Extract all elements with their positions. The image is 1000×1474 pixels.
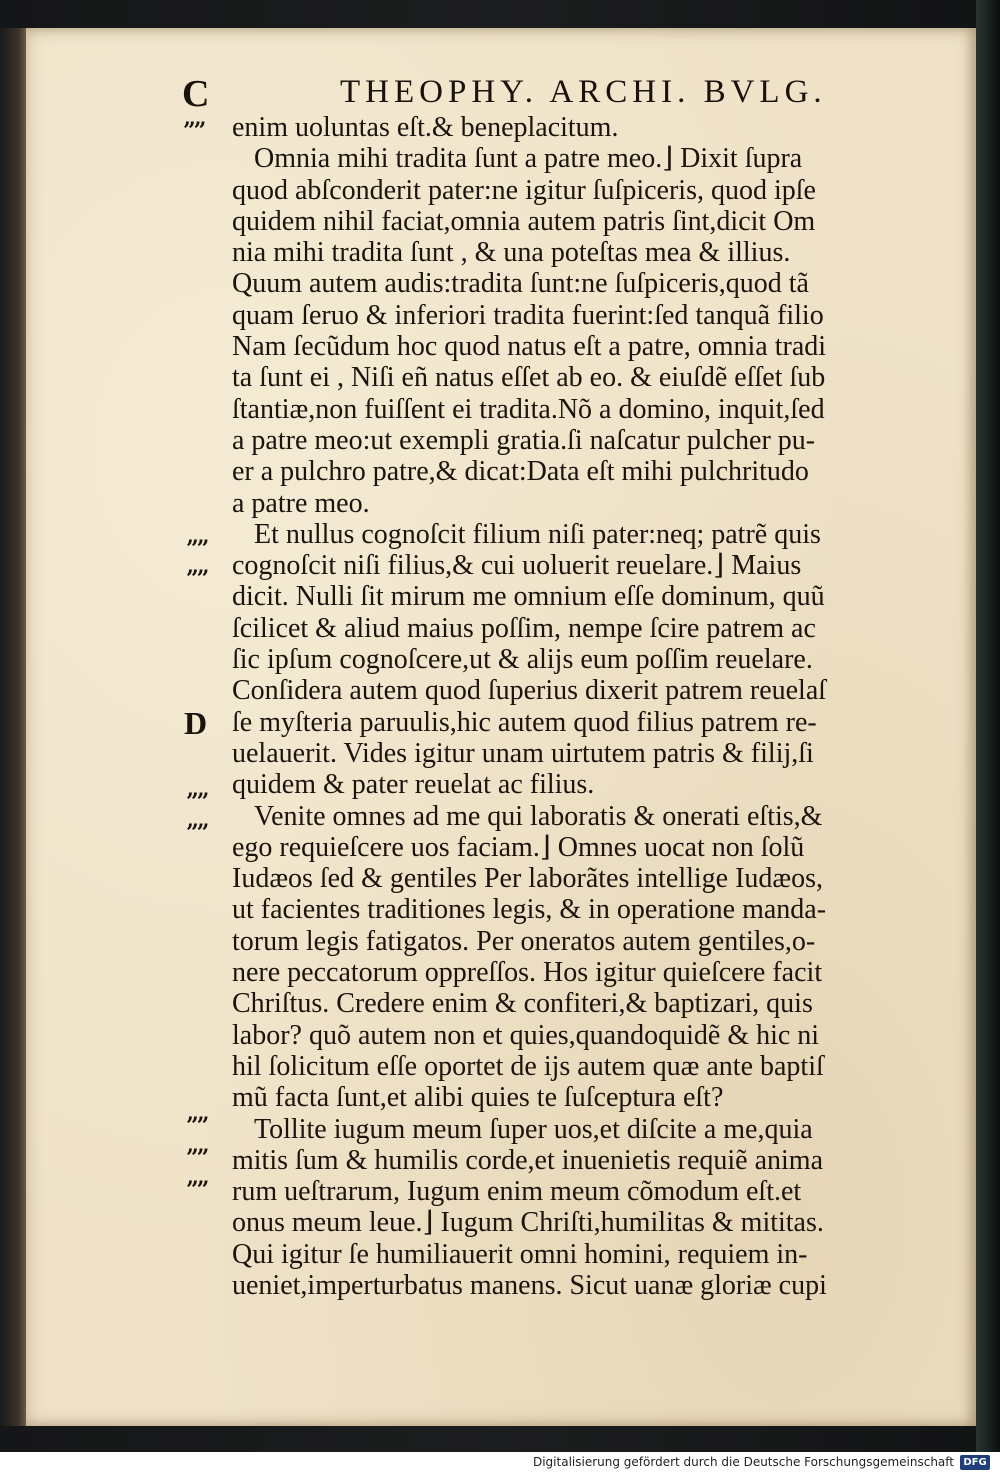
text-line: a patre meo. xyxy=(232,487,370,519)
text-line: a patre meo:ut exempli gratia.ſi naſcatur pulcher pu- xyxy=(232,424,816,456)
dfg-logo: DFG xyxy=(960,1455,990,1470)
margin-quote-mark: ”” xyxy=(186,820,208,846)
text-line: rum ueſtrarum, Iugum enim meum cõmodum eſt.et xyxy=(232,1176,802,1208)
text-line: Qui igitur ſe humiliauerit omni homini, requiem in- xyxy=(232,1238,808,1270)
text-line: er a pulchro patre,& dicat:Data eſt mihi pulchritudo xyxy=(232,456,809,488)
text-line: nia mihi tradita ſunt , & una poteſtas mea & illius. xyxy=(232,237,791,269)
page-left-edge xyxy=(0,28,26,1426)
text-line: enim uoluntas eſt.& beneplacitum. xyxy=(232,112,619,143)
footer-bar xyxy=(0,1452,1000,1474)
text-line: ueniet,imperturbatus manens. Sicut uanæ gloriæ cupi xyxy=(232,1269,827,1301)
text-line: hil ſolicitum eſſe oportet de ijs autem quæ ante baptiſ xyxy=(232,1050,824,1082)
funding-credit: Digitalisierung gefördert durch die Deutsche Forschungsgemeinschaft xyxy=(532,1455,954,1469)
text-line: ſtantiæ,non fuiſſent ei tradita.Nõ a domino, inquit,ſed xyxy=(232,393,825,425)
text-line: dicit. Nulli ſit mirum me omnium eſſe dominum, quũ xyxy=(232,581,825,613)
text-line: ſe myſteria paruulis,hic autem quod filius patrem re- xyxy=(232,706,817,738)
text-line: Omnia mihi tradita ſunt a patre meo.⌋ Dixit ſupra xyxy=(254,143,803,175)
margin-quote-mark: ”” xyxy=(186,1113,208,1139)
signature-mark: C xyxy=(182,73,211,115)
margin-quote-mark: ”” xyxy=(186,789,208,815)
text-line: quod abſconderit pater:ne igitur ſuſpiceris, quod ipſe xyxy=(232,174,816,206)
text-line: mũ facta ſunt,et alibi quies te ſuſceptura eſt? xyxy=(232,1082,724,1114)
margin-quote-mark: ”” xyxy=(186,536,208,562)
text-line: Tollite iugum meum ſuper uos,et diſcite a me,quia xyxy=(254,1113,813,1145)
margin-quote-mark: ”” xyxy=(186,1177,208,1203)
text-line: Iudæos ſed & gentiles Per laborãtes intellige Iudæos, xyxy=(232,863,824,895)
text-line: Et nullus cognoſcit filium niſi pater:neq; patrẽ quis xyxy=(254,518,821,550)
text-line: Chriſtus. Credere enim & confiteri,& baptizari, quis xyxy=(232,988,813,1020)
text-line: nere peccatorum oppreſſos. Hos igitur quieſcere facit xyxy=(232,957,823,989)
text-line: quidem & pater reuelat ac filius. xyxy=(232,769,595,801)
text-line: ſic ipſum cognoſcere,ut & alijs eum poſſim reuelare. xyxy=(232,644,813,676)
text-line: mitis ſum & humilis corde,et inuenietis requiẽ anima xyxy=(232,1144,823,1176)
margin-quote-mark: ”” xyxy=(183,118,205,144)
text-line: ut facientes traditiones legis, & in operatione manda- xyxy=(232,894,827,926)
margin-section-letter: D xyxy=(184,705,208,741)
text-line: uelauerit. Vides igitur unam uirtutem patris & filij,ſi xyxy=(232,737,814,769)
running-head: THEOPHY. ARCHI. BVLG. xyxy=(340,74,827,110)
text-line: labor? quõ autem non et quies,quandoquidẽ & hic ni xyxy=(232,1019,820,1051)
body-text xyxy=(232,112,922,1301)
text-line: Venite omnes ad me qui laboratis & onerati eſtis,& xyxy=(254,800,823,832)
text-line: cognoſcit niſi filius,& cui uoluerit reuelare.⌋ Maius xyxy=(232,550,802,582)
text-line: ta ſunt ei , Niſi eñ natus eſſet ab eo. & eiuſdẽ eſſet ſub xyxy=(232,362,826,394)
text-line: Conſidera autem quod ſuperius dixerit patrem reuelaſ xyxy=(232,675,827,707)
text-line: ſcilicet & aliud maius poſſim, nempe ſcire patrem ac xyxy=(232,612,816,644)
text-line: Quum autem audis:tradita ſunt:ne ſuſpiceris,quod tã xyxy=(232,268,809,300)
text-line: ego requieſcere uos faciam.⌋ Omnes uocat non ſolũ xyxy=(232,831,805,863)
text-line: onus meum leue.⌋ Iugum Chriſti,humilitas & mititas. xyxy=(232,1207,824,1239)
text-line: torum legis fatigatos. Per oneratos autem gentiles,o- xyxy=(232,925,816,957)
margin-quote-mark: ”” xyxy=(186,1145,208,1171)
text-line: quam ſeruo & inferiori tradita fuerint:ſed tanquã filio xyxy=(232,299,824,331)
book-cover-edge xyxy=(976,0,1000,1452)
text-line: quidem nihil faciat,omnia autem patris ſint,dicit Om xyxy=(232,205,816,237)
text-line: Nam ſecũdum hoc quod natus eſt a patre, omnia tradi xyxy=(232,331,827,363)
margin-quote-mark: ”” xyxy=(186,566,208,592)
